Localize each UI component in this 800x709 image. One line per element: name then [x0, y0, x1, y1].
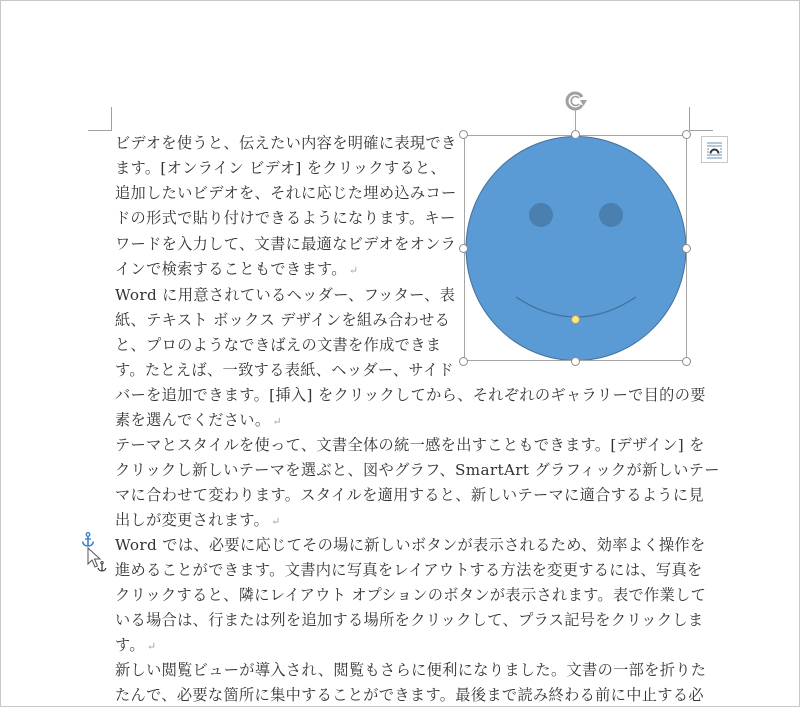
text-line[interactable]: テーマとスタイルを使って、文書全体の統一感を出すこともできます。[デザイン] を [115, 436, 705, 454]
text-line[interactable]: ワードを入力して、文書に最適なビデオをオンラ [115, 235, 457, 253]
resize-handle-top-right[interactable] [682, 130, 691, 139]
rotate-handle-icon[interactable] [563, 89, 589, 113]
text-line[interactable]: インで検索することもできます。 ↵ [115, 260, 359, 278]
text-line[interactable]: クリックし新しいテーマを選ぶと、図やグラフ、SmartArt グラフィックが新しいテー [115, 461, 720, 479]
text-line[interactable]: と、プロのようなできばえの文書を作成できま [115, 336, 442, 354]
margin-crop-mark-top-left-h [88, 130, 112, 131]
resize-handle-bottom-left[interactable] [459, 357, 468, 366]
text-line[interactable]: 進めることができます。文書内に写真をレイアウトする方法を変更するには、写真を [115, 561, 703, 579]
resize-handle-top[interactable] [571, 130, 580, 139]
resize-handle-top-left[interactable] [459, 130, 468, 139]
text-line[interactable]: Word に用意されているヘッダー、フッター、表 [115, 286, 456, 304]
resize-handle-bottom[interactable] [571, 357, 580, 366]
layout-options-button[interactable] [701, 136, 728, 163]
resize-handle-bottom-right[interactable] [682, 357, 691, 366]
margin-crop-mark-top-left-v [111, 107, 112, 131]
paragraph-mark: ↵ [271, 515, 281, 528]
adjust-handle[interactable] [571, 315, 580, 324]
anchor-icon[interactable] [81, 532, 95, 548]
text-line[interactable]: ドの形式で貼り付けできるようになります。キー [115, 209, 456, 227]
margin-crop-mark-top-right-v [689, 107, 690, 131]
text-line[interactable]: 素を選んでください。 ↵ [115, 411, 282, 429]
text-line[interactable]: いる場合は、行または列を追加する場所をクリックして、プラス記号をクリックしま [115, 611, 704, 629]
move-anchor-icon [97, 561, 107, 572]
paragraph-mark: ↵ [146, 640, 157, 653]
text-line[interactable]: ます。[オンライン ビデオ] をクリックすると、 [115, 159, 447, 177]
text-line[interactable]: 出しが変更されます。 ↵ [115, 511, 281, 529]
text-line[interactable]: 紙、テキスト ボックス デザインを組み合わせる [115, 311, 451, 329]
resize-handle-left[interactable] [459, 244, 468, 253]
paragraph-mark: ↵ [348, 264, 359, 277]
text-line[interactable]: クリックすると、隣にレイアウト オプションのボタンが表示されます。表で作業して [115, 586, 707, 604]
text-line[interactable]: バーを追加できます。[挿入] をクリックしてから、それぞれのギャラリーで目的の要 [115, 386, 706, 404]
text-line[interactable]: Word では、必要に応じてその場に新しいボタンが表示されるため、効率よく操作を [115, 536, 706, 554]
margin-crop-mark-top-right-h [689, 130, 713, 131]
paragraph-mark: ↵ [272, 415, 282, 428]
text-line[interactable]: 追加したいビデオを、それに応じた埋め込みコー [115, 184, 457, 202]
text-line[interactable]: ビデオを使うと、伝えたい内容を明確に表現でき [115, 134, 457, 152]
text-line[interactable]: す。 ↵ [115, 636, 157, 654]
selection-frame [464, 135, 687, 361]
text-line[interactable]: 新しい閲覧ビューが導入され、閲覧もさらに便利になりました。文書の一部を折りた [115, 661, 707, 679]
layout-options-icon [702, 137, 727, 162]
text-line[interactable]: マに合わせて変わります。スタイルを適用すると、新しいテーマに適合するように見 [115, 486, 704, 504]
resize-handle-right[interactable] [682, 244, 691, 253]
text-line[interactable]: たんで、必要な箇所に集中することができます。最後まで読み終わる前に中止する必 [115, 686, 704, 704]
text-line[interactable]: す。たとえば、一致する表紙、ヘッダー、サイド [115, 361, 454, 379]
